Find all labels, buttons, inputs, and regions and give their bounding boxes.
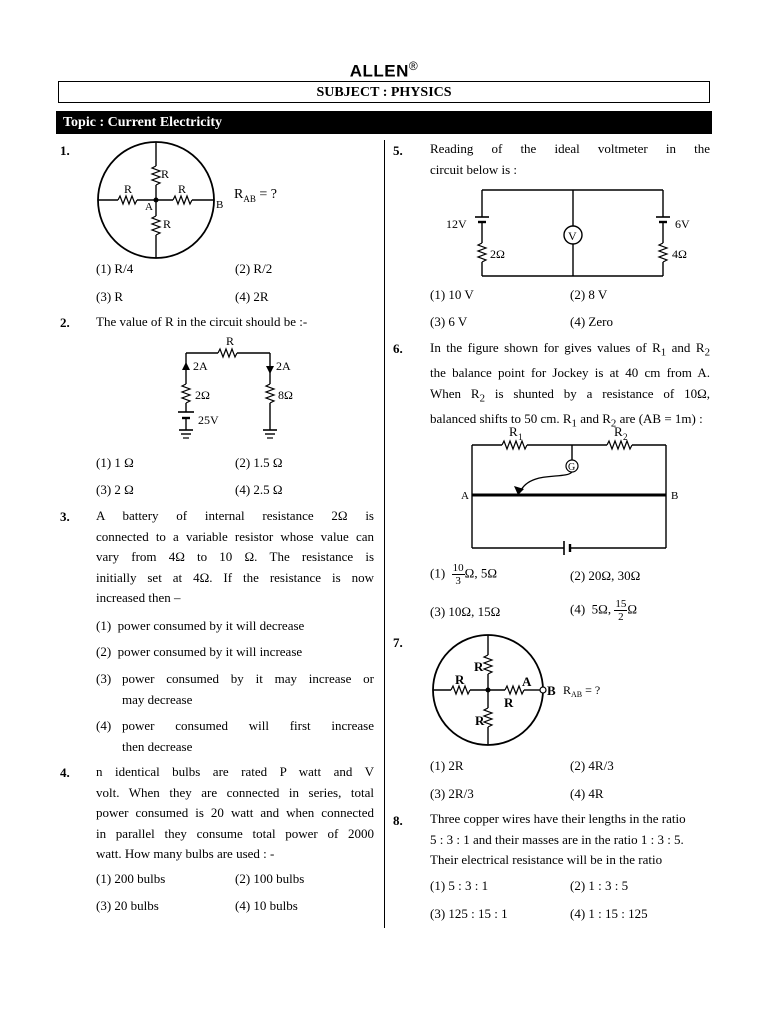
q4-option-2[interactable]: (2) 100 bulbs xyxy=(235,871,305,886)
q1-option-4[interactable]: (4) 2R xyxy=(235,289,269,304)
svg-text:2Ω: 2Ω xyxy=(195,388,210,402)
subject-heading: SUBJECT : PHYSICS xyxy=(58,81,710,103)
svg-text:2: 2 xyxy=(623,432,628,442)
q4-question-text: n identical bulbs are rated P watt and V volt. When they are connected in series, total power consumed is 20 watt and when connected in parallel they consume total power of 2000 watt. How many bulbs are used : - xyxy=(96,764,374,861)
brand-logo: ALLEN® xyxy=(349,59,419,81)
svg-text:R: R xyxy=(474,659,484,674)
q5-option-1[interactable]: (1) 10 V xyxy=(430,287,474,302)
q6-option-3[interactable]: (3) 10Ω, 15Ω xyxy=(430,604,501,619)
q2-question-text: The value of R in the circuit should be :- xyxy=(96,314,308,329)
q5-option-4[interactable]: (4) Zero xyxy=(570,314,613,329)
q3-option-1[interactable]: (1) power consumed by it will decrease xyxy=(96,618,305,633)
svg-text:2Ω: 2Ω xyxy=(490,247,505,261)
q1-label-r: R xyxy=(178,182,187,196)
q2-option-1[interactable]: (1) 1 Ω xyxy=(96,455,134,470)
svg-text:2A: 2A xyxy=(276,359,291,373)
q1-label-r: R xyxy=(161,167,170,181)
svg-text:G: G xyxy=(568,462,576,473)
svg-text:25V: 25V xyxy=(198,413,219,427)
q7-option-3[interactable]: (3) 2R/3 xyxy=(430,786,474,801)
svg-text:R: R xyxy=(226,334,235,348)
svg-text:6V: 6V xyxy=(675,217,690,231)
q3-option-4[interactable]: (4) power consumed will first increase then decrease xyxy=(96,718,374,754)
svg-text:B: B xyxy=(547,683,556,698)
q2-option-4[interactable]: (4) 2.5 Ω xyxy=(235,482,283,497)
q5-question-text: Reading of the ideal voltmeter in the circuit below is : xyxy=(430,141,710,177)
q5-option-2[interactable]: (2) 8 V xyxy=(570,287,608,302)
question-number: 7. xyxy=(393,635,403,650)
q6-option-2[interactable]: (2) 20Ω, 30Ω xyxy=(570,568,641,583)
question-number: 3. xyxy=(60,509,70,524)
q8-option-2[interactable]: (2) 1 : 3 : 5 xyxy=(570,878,629,893)
q8-option-4[interactable]: (4) 1 : 15 : 125 xyxy=(570,906,648,921)
svg-text:R: R xyxy=(475,713,485,728)
q1-option-2[interactable]: (2) R/2 xyxy=(235,261,273,276)
q3-option-2[interactable]: (2) power consumed by it will increase xyxy=(96,644,303,659)
q7-option-2[interactable]: (2) 4R/3 xyxy=(570,758,614,773)
q7-option-1[interactable]: (1) 2R xyxy=(430,758,464,773)
svg-text:R: R xyxy=(509,424,518,439)
q7-option-4[interactable]: (4) 4R xyxy=(570,786,604,801)
q3-question-text: A battery of internal resistance 2Ω is connected to a variable resistor whose value can vary from 4Ω to 10 Ω. The resistance is initially set at 4Ω. If the resistance is now increased then – xyxy=(96,508,374,605)
svg-text:V: V xyxy=(568,229,577,243)
svg-text:RAB = ?: $R_{AB}$ = ? xyxy=(563,683,601,699)
q3-option-3[interactable]: (3) power consumed by it may increase or may decrease xyxy=(96,671,374,707)
q4-option-4[interactable]: (4) 10 bulbs xyxy=(235,898,298,913)
q4-option-1[interactable]: (1) 200 bulbs xyxy=(96,871,166,886)
q1-node-b: B xyxy=(216,199,224,211)
svg-text:4Ω: 4Ω xyxy=(672,247,687,261)
q6-option-4[interactable]: (4) 5Ω, $\frac{15}{2}$ Ω xyxy=(570,598,638,623)
q2-option-3[interactable]: (3) 2 Ω xyxy=(96,482,134,497)
q8-question-text: Three copper wires have their lengths in the ratio 5 : 3 : 1 and their masses are in the ratio 1 : 3 : 5. Their electrical resistance will be in the ratio xyxy=(430,811,686,867)
q1-option-1[interactable]: (1) R/4 xyxy=(96,261,134,276)
question-number: 2. xyxy=(60,315,70,330)
svg-text:R: R xyxy=(455,672,465,687)
svg-text:R: R xyxy=(504,695,514,710)
q6-question-text: In the figure shown for gives values of $R_1$ and $R_2$ the balance point for Jockey is at 40 cm from A. When $R_2$ is shunted by a resistance of 10Ω, balanced shifts to 50 cm. $R_1$ and $R_2$ are (AB = 1m) : xyxy=(430,340,710,430)
q8-option-3[interactable]: (3) 125 : 15 : 1 xyxy=(430,906,508,921)
svg-text:A: A xyxy=(461,490,469,502)
question-number: 1. xyxy=(60,143,70,158)
question-number: 4. xyxy=(60,765,70,780)
q8-option-1[interactable]: (1) 5 : 3 : 1 xyxy=(430,878,489,893)
svg-text:8Ω: 8Ω xyxy=(278,388,293,402)
topic-bar: Topic : Current Electricity xyxy=(56,111,712,134)
svg-text:2A: 2A xyxy=(193,359,208,373)
q1-rab-label: $R_{AB}$ = ? xyxy=(234,187,277,204)
q6-option-1[interactable]: (1) $\frac{10}{3}$ Ω, 5Ω xyxy=(430,562,497,587)
svg-text:B: B xyxy=(671,490,679,502)
question-number: 6. xyxy=(393,341,403,356)
svg-text:1: 1 xyxy=(518,432,523,442)
q2-option-2[interactable]: (2) 1.5 Ω xyxy=(235,455,283,470)
svg-text:A: A xyxy=(522,674,532,689)
q1-option-3[interactable]: (3) R xyxy=(96,289,124,304)
question-number: 8. xyxy=(393,813,403,828)
q5-option-3[interactable]: (3) 6 V xyxy=(430,314,468,329)
q4-option-3[interactable]: (3) 20 bulbs xyxy=(96,898,159,913)
svg-text:12V: 12V xyxy=(446,217,467,231)
q1-node-a: A xyxy=(145,201,153,213)
svg-text:R: R xyxy=(614,424,623,439)
q1-label-r: R xyxy=(124,182,133,196)
question-number: 5. xyxy=(393,143,403,158)
q1-label-r: R xyxy=(163,217,172,231)
